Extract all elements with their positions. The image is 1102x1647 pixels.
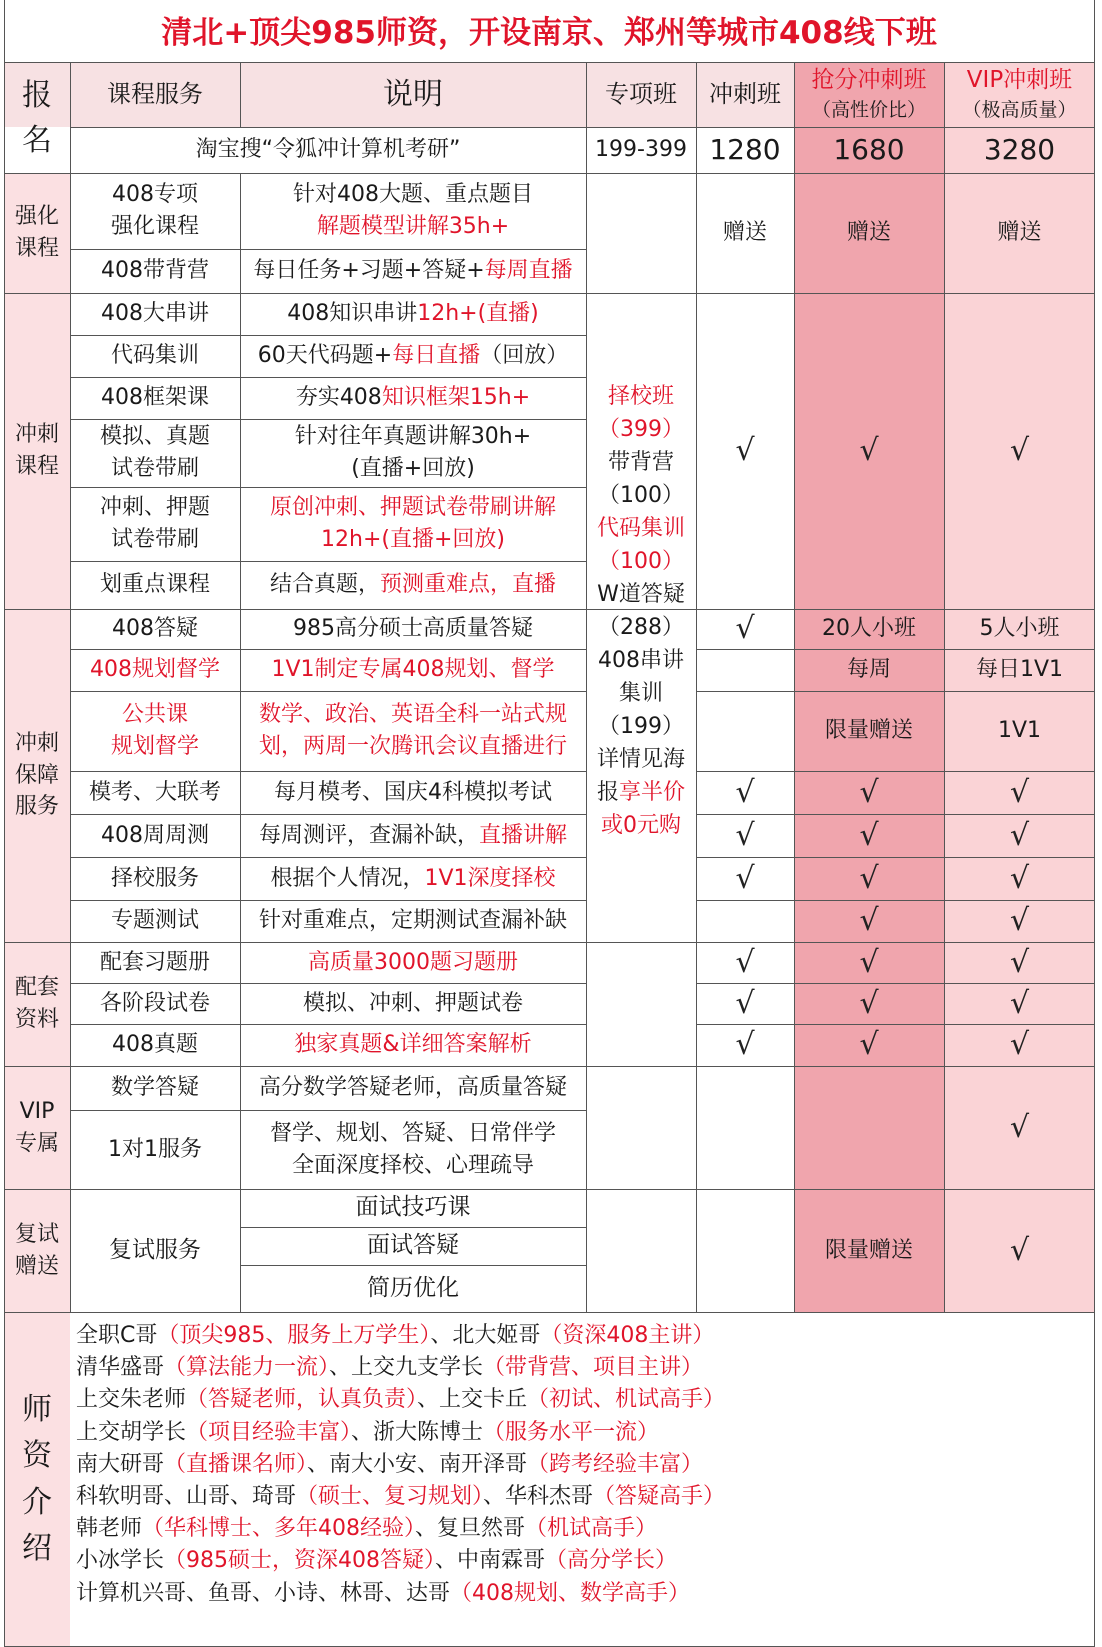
teacher-name: 、浙大陈博士 — [351, 1419, 484, 1445]
grid-vline — [240, 62, 241, 127]
row-exam-name: 模考、大联考 — [88, 779, 221, 805]
grid-hline — [70, 1110, 586, 1111]
teacher-line — [76, 1576, 690, 1607]
grid-hline — [696, 691, 1095, 692]
special-note-line — [597, 776, 685, 809]
row-topic-vip-check: √ — [1009, 903, 1030, 939]
grid-hline — [70, 335, 586, 336]
sprint-course-vip-check: √ — [1009, 433, 1030, 469]
row-framework-name: 408框架课 — [101, 385, 209, 411]
row-retest-vip-check: √ — [1009, 1232, 1030, 1268]
grid-hline — [70, 900, 586, 901]
teacher-line — [76, 1318, 714, 1349]
grid-hline — [4, 942, 1095, 943]
teacher-name: 上交朱老师 — [76, 1387, 187, 1413]
row-predict-desc: 原创冲刺、押题试卷带刷讲解 12h+(直播+回放) — [269, 495, 556, 552]
section-strengthen: 强化 课程 — [14, 204, 59, 261]
teacher-name: 、上交九支学长 — [329, 1355, 484, 1381]
row-qa-grab: 20人小班 — [822, 616, 916, 642]
row-papers-grab-check: √ — [859, 985, 879, 1021]
grid-hline — [70, 249, 586, 250]
row-predict-name: 冲刺、押题 试卷带刷 — [99, 495, 210, 552]
teacher-note: （985硕士，资深408答疑） — [164, 1548, 435, 1574]
special-price: 199-399 — [595, 137, 687, 163]
row-qa-sprint-check: √ — [735, 611, 755, 647]
grid-hline — [696, 857, 1095, 858]
grid-hline — [4, 1189, 1095, 1190]
grid-vline — [4, 0, 5, 1647]
row-1v1-desc: 督学、规划、答疑、日常伴学 全面深度择校、心理疏导 — [269, 1120, 556, 1178]
col-vip-sub: （极高质量） — [962, 99, 1077, 122]
row-1v1-name: 1对1服务 — [108, 1136, 202, 1162]
col-grab-sub: （高性价比） — [811, 99, 926, 122]
grid-hline — [70, 377, 586, 378]
row-retest-a: 面试技巧课 — [355, 1194, 471, 1221]
grid-hline — [70, 649, 586, 650]
teacher-note: （项目经验丰富） — [186, 1419, 352, 1445]
row-qa-desc: 985高分硕士高质量答疑 — [293, 616, 533, 642]
teacher-note: （跨考经验丰富） — [527, 1451, 704, 1477]
special-note-line: 代码集训 — [596, 516, 685, 541]
row-weekly-desc-b: 直播讲解 — [479, 822, 568, 848]
row-public-desc: 数学、政治、英语全科一站式规 划，两周一次腾讯会议直播进行 — [258, 702, 567, 759]
grid-vline — [70, 62, 71, 1312]
grid-hline — [696, 1024, 1095, 1025]
row-408-camp-desc-a: 每日任务+习题+答疑+ — [253, 258, 485, 284]
row-school-desc — [240, 857, 586, 900]
row-keypoint-desc-b: 预测重难点，直播 — [380, 572, 557, 598]
teacher-note: （机试高手） — [525, 1516, 658, 1542]
teacher-name: 、上交卡丘 — [417, 1387, 528, 1413]
vip-price: 3280 — [983, 132, 1056, 166]
row-school-desc-a: 根据个人情况， — [270, 865, 425, 891]
col-description: 说明 — [383, 76, 443, 112]
special-note-line: （288） — [598, 615, 684, 640]
row-code-desc-c: （回放） — [480, 343, 569, 369]
special-note-line: 或0元购 — [601, 813, 681, 838]
row-real-vip-check: √ — [1009, 1027, 1030, 1063]
row-exam-grab-check: √ — [859, 774, 879, 810]
row-code-desc-a: 60天代码题+ — [257, 343, 393, 369]
teacher-note: （顶尖985、服务上万学生） — [157, 1323, 431, 1348]
grid-hline — [4, 1312, 1095, 1313]
row-school-name: 择校服务 — [110, 865, 199, 891]
teacher-name: 小冰学长 — [76, 1548, 165, 1574]
special-note-part: 报 — [596, 780, 619, 805]
row-public-grab: 限量赠送 — [824, 718, 913, 744]
row-school-grab-check: √ — [859, 860, 879, 896]
row-plan-desc: 1V1制定专属408规划、督学 — [271, 657, 555, 683]
row-topic-name: 专题测试 — [110, 908, 199, 934]
teacher-name: 、北大姬哥 — [430, 1323, 541, 1348]
special-note-line: 带背营 — [607, 450, 674, 475]
section-retest: 复试 赠送 — [14, 1221, 59, 1279]
col-vip-title: VIP冲刺班 — [966, 67, 1073, 94]
row-review-desc-b: 12h+(直播) — [417, 301, 539, 327]
row-math-name: 数学答疑 — [110, 1075, 199, 1101]
teacher-line — [76, 1382, 725, 1413]
row-workbook-grab-check: √ — [859, 944, 879, 980]
row-school-sprint-check: √ — [735, 860, 755, 896]
teacher-line — [76, 1350, 703, 1381]
row-workbook-vip-check: √ — [1009, 944, 1030, 980]
teacher-name: 韩老师 — [76, 1516, 143, 1542]
grid-vline — [240, 173, 241, 1312]
row-keypoint-desc-a: 结合真题， — [269, 572, 380, 598]
teacher-name: 计算机兴哥、鱼哥、小诗、林哥、达哥 — [76, 1580, 451, 1606]
row-real-name: 408真题 — [112, 1032, 198, 1058]
teacher-name: 清华盛哥 — [76, 1355, 165, 1381]
grid-vline — [696, 62, 697, 1312]
row-retest-grab: 限量赠送 — [824, 1237, 913, 1263]
vip-only-vip-check: √ — [1009, 1109, 1030, 1145]
sprint-course-grab-check: √ — [859, 433, 879, 469]
row-review-name: 408大串讲 — [101, 301, 209, 327]
row-review-desc-a: 408知识串讲 — [287, 301, 418, 327]
row-retest-b: 面试答疑 — [367, 1232, 459, 1259]
row-408-camp-desc — [240, 249, 586, 293]
row-408-special-desc-a: 针对408大题、重点题目 — [293, 182, 533, 208]
row-408-special-desc-b: 解题模型讲解35h+ — [316, 214, 510, 239]
teacher-line — [76, 1511, 657, 1542]
section-sprint-course: 冲刺 课程 — [14, 422, 59, 479]
row-code-desc-b: 每日直播 — [392, 343, 481, 369]
row-topic-desc: 针对重难点，定期测试查漏补缺 — [258, 908, 567, 934]
grid-hline — [240, 1227, 586, 1228]
grid-hline — [70, 127, 1095, 128]
grid-vline — [1094, 0, 1095, 1647]
teacher-line — [76, 1415, 659, 1446]
row-408-special-name: 408专项 强化课程 — [110, 182, 199, 239]
col-grab-title: 抢分冲刺班 — [811, 67, 927, 94]
teacher-note: （初试、机试高手） — [527, 1387, 726, 1413]
col-grab — [794, 62, 944, 127]
special-note-line: W道答疑 — [597, 582, 685, 607]
row-public-name: 公共课 规划督学 — [110, 702, 199, 759]
row-exam-sprint-check: √ — [735, 774, 755, 810]
row-exam-desc: 每月模考、国庆4科模拟考试 — [274, 779, 552, 805]
taobao-search-text: 淘宝搜“令狐冲计算机考研” — [195, 137, 461, 163]
row-papers-vip-check: √ — [1009, 985, 1030, 1021]
special-note-line: 集训 — [618, 681, 663, 706]
row-mock-desc: 针对往年真题讲解30h+ (直播+回放) — [294, 424, 532, 481]
row-weekly-grab-check: √ — [859, 817, 879, 853]
teacher-name: 、南大小安、南开泽哥 — [307, 1451, 528, 1477]
grid-hline — [70, 983, 586, 984]
row-math-desc: 高分数学答疑老师，高质量答疑 — [258, 1075, 567, 1101]
grid-hline — [696, 814, 1095, 815]
teacher-note: （服务水平一流） — [483, 1419, 660, 1445]
teacher-name: 科软明哥、山哥、琦哥 — [76, 1484, 297, 1509]
grid-hline — [70, 1024, 586, 1025]
grid-hline — [70, 419, 586, 420]
special-note-line: （100） — [598, 483, 684, 508]
teacher-note: （华科博士、多年408经验） — [142, 1516, 416, 1542]
row-review-desc — [240, 293, 586, 335]
teacher-name: 南大研哥 — [76, 1451, 165, 1477]
grid-hline — [70, 857, 586, 858]
teacher-note: （408规划、数学高手） — [450, 1580, 691, 1606]
row-408-camp-desc-b: 每周直播 — [484, 258, 573, 284]
banner-title: 清北+顶尖985师资，开设南京、郑州等城市408线下班 — [161, 14, 937, 51]
row-plan-vip: 每日1V1 — [975, 657, 1064, 683]
teacher-note: （直播课名师） — [164, 1451, 308, 1477]
teacher-note: （答疑老师，认真负责） — [186, 1387, 418, 1413]
teacher-note: （高分学长） — [545, 1548, 678, 1574]
row-public-vip: 1V1 — [997, 718, 1042, 744]
grid-hline — [4, 293, 1095, 294]
strengthen-grab-gift: 赠送 — [846, 220, 891, 246]
col-special: 专项班 — [605, 80, 677, 109]
grid-hline — [70, 487, 586, 488]
grid-hline — [70, 691, 586, 692]
special-note-line: 408串讲 — [598, 648, 684, 673]
special-note-line: （199） — [598, 714, 684, 739]
grid-hline — [70, 814, 586, 815]
row-weekly-desc-a: 每周测评，查漏补缺， — [258, 822, 479, 848]
row-topic-grab-check: √ — [859, 903, 879, 939]
section-teachers: 师 资 介 绍 — [22, 1391, 52, 1566]
row-408-special-desc — [240, 173, 586, 249]
teacher-note: （硕士、复习规划） — [296, 1484, 484, 1509]
sprint-price: 1280 — [709, 132, 781, 166]
signup-label: 报 名 — [22, 77, 52, 158]
row-qa-vip: 5人小班 — [979, 616, 1060, 642]
teacher-name: 、复旦然哥 — [415, 1516, 526, 1542]
special-note-line: 详情见海 — [596, 747, 685, 772]
row-retest-c: 简历优化 — [367, 1274, 459, 1301]
col-sprint: 冲刺班 — [709, 80, 781, 109]
row-real-desc: 独家真题&详细答案解析 — [294, 1032, 532, 1058]
teacher-line — [76, 1447, 703, 1478]
row-keypoint-desc — [240, 561, 586, 609]
row-framework-desc — [240, 377, 586, 419]
grab-price: 1680 — [833, 132, 905, 166]
row-408-camp-name: 408带背营 — [101, 258, 209, 284]
row-weekly-sprint-check: √ — [735, 817, 755, 853]
teacher-note: （答疑高手） — [593, 1484, 726, 1509]
grid-vline — [944, 62, 945, 1312]
grid-vline — [586, 62, 587, 1312]
grid-hline — [70, 771, 586, 772]
strengthen-sprint-gift: 赠送 — [722, 220, 767, 246]
row-workbook-name: 配套习题册 — [99, 949, 210, 975]
row-workbook-sprint-check: √ — [735, 944, 755, 980]
sprint-course-sprint-check: √ — [735, 433, 755, 469]
strengthen-vip-gift: 赠送 — [997, 220, 1042, 246]
row-papers-sprint-check: √ — [735, 985, 755, 1021]
grid-hline — [4, 1066, 1095, 1067]
teacher-name: 全职C哥 — [76, 1323, 158, 1348]
section-guarantee: 冲刺 保障 服务 — [14, 730, 59, 820]
grid-hline — [4, 609, 1095, 610]
teacher-note: （资深408主讲） — [540, 1323, 715, 1348]
grid-hline — [696, 983, 1095, 984]
row-weekly-desc — [240, 814, 586, 857]
teacher-note: （算法能力一流） — [164, 1355, 330, 1381]
row-weekly-name: 408周周测 — [101, 822, 209, 848]
row-plan-name: 408规划督学 — [90, 657, 220, 683]
teacher-name: 、华科杰哥 — [483, 1484, 594, 1509]
teacher-name: 、中南霖哥 — [435, 1548, 546, 1574]
teacher-name: 上交胡学长 — [76, 1419, 187, 1445]
row-workbook-desc: 高质量3000题习题册 — [308, 949, 518, 975]
grid-hline — [696, 900, 1095, 901]
row-code-desc — [240, 335, 586, 377]
teacher-note: （带背营、项目主讲） — [483, 1355, 704, 1381]
section-materials: 配套 资料 — [14, 975, 59, 1032]
grid-hline — [4, 173, 1095, 174]
special-note-part: 享半价 — [619, 780, 686, 805]
col-course-service: 课程服务 — [107, 80, 203, 109]
teacher-line — [76, 1479, 725, 1510]
row-retest-name: 复试服务 — [109, 1236, 201, 1263]
row-plan-grab: 每周 — [846, 657, 891, 683]
grid-hline — [70, 561, 586, 562]
row-keypoint-name: 划重点课程 — [99, 572, 210, 598]
row-mock-name: 模拟、真题 试卷带刷 — [99, 424, 210, 481]
row-papers-desc: 模拟、冲刺、押题试卷 — [302, 990, 523, 1016]
section-vip-only: VIP 专属 — [14, 1098, 59, 1156]
special-note-line: （100） — [598, 549, 684, 574]
row-school-desc-b: 1V1深度择校 — [424, 865, 556, 891]
row-exam-vip-check: √ — [1009, 774, 1030, 810]
grid-vline — [794, 62, 795, 1312]
row-code-name: 代码集训 — [110, 343, 199, 369]
special-note-line: （399） — [598, 417, 684, 442]
row-school-vip-check: √ — [1009, 860, 1030, 896]
row-weekly-vip-check: √ — [1009, 817, 1030, 853]
teacher-line — [76, 1543, 677, 1574]
row-real-grab-check: √ — [859, 1027, 879, 1063]
grid-hline — [240, 1265, 586, 1266]
special-note-line: 择校班 — [607, 384, 674, 409]
row-qa-name: 408答疑 — [112, 616, 198, 642]
grid-hline — [696, 771, 1095, 772]
row-papers-name: 各阶段试卷 — [99, 990, 210, 1016]
special-column-notes — [586, 380, 696, 860]
row-framework-desc-b: 知识框架15h+ — [381, 385, 531, 411]
col-vip — [944, 62, 1095, 127]
grid-hline — [4, 62, 1095, 63]
row-real-sprint-check: √ — [735, 1027, 755, 1063]
row-framework-desc-a: 夯实408 — [295, 385, 382, 411]
grid-hline — [696, 649, 1095, 650]
